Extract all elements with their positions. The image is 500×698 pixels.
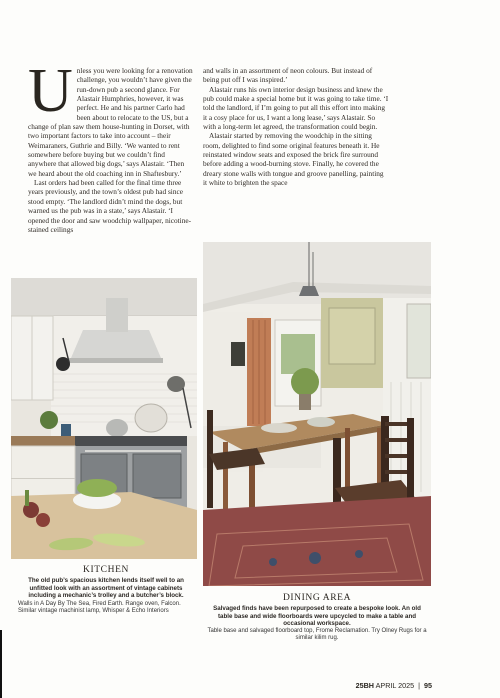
article-paragraph: and walls in an assortment of neon colours. But instead of being put off I was inspired.’ xyxy=(203,66,373,85)
page-folio xyxy=(356,681,432,690)
caption-credit: Walls in A Day By The Sea, Fired Earth. Range oven, Falcon. Similar vintage machinist lamp, Whisper & Echo Interiors xyxy=(18,600,181,615)
dining-photo xyxy=(203,242,431,586)
kitchen-photo xyxy=(11,278,197,559)
page-edge-mark xyxy=(0,630,2,698)
article-column-2 xyxy=(203,66,389,187)
caption-body: Salvaged finds have been repurposed to create a bespoke look. An old table base and wide floorboards were upcycled to make a table and occasional workspace. xyxy=(213,605,421,628)
article-paragraph: Alastair started by removing the woodchip in the sitting room, delighted to find some original features beneath it. He reinstated window seats and exposed the brick fire surround before adding a wood-burning stove. Finally, he covered the dreary stone walls with tongue and groove panelling, painting it white to brighten the space xyxy=(203,131,384,188)
caption-title: KITCHEN xyxy=(83,565,129,575)
caption-credit: Table base and salvaged floorboard top, Frome Reclamation. Try Olney Rugs for a similar kilim rug. xyxy=(207,627,427,642)
caption-title: DINING AREA xyxy=(282,593,352,603)
article-paragraph: Last orders had been called for the final time three years previously, and the town’s oldest pub had since stood empty. ‘The landlord didn’t mind the dogs, but warned us the pub was in a state,’ says Alastair. ‘I opened the door and saw woodchip wallpaper, nicotine-stained ceilings xyxy=(28,178,192,234)
article-paragraph: Alastair runs his own interior design business and knew the pub could make a special home but it was going to take time. ‘I told the landlord, if I’m going to put all this effort into making it a cosy place for us, I want a long lease,’ says Alastair. So with a long-term let agreed, the transformation could begin. xyxy=(203,84,389,132)
kitchen-caption xyxy=(18,565,194,616)
caption-body: The old pub’s spacious kitchen lends itself well to an unfitted look with an assortment of vintage cabinets including a mechanic’s trolley and a butcher’s block. xyxy=(28,577,184,600)
drop-cap: U xyxy=(28,57,73,125)
page-number: 95 xyxy=(424,681,432,690)
article-paragraph: nless you were looking for a renovation challenge, you wouldn’t have given the run-down pub a second glance. For Alastair Humphries, however, it was perfect. He and his partner Carlo had been about to relocate to the US, but a change of plan saw them house-hunting in Dorset, with two important factors to take into account – their Weimaraners, Guthrie and Billy. ‘We wanted to rent somewhere before buying but we couldn’t find anywhere that allowed big dogs,’ says Alastair. ‘Then we heard about the old coaching inn in Shaftesbury.’ xyxy=(28,66,193,178)
magazine-brand: 25BH xyxy=(355,681,375,690)
article-column-1 xyxy=(28,57,194,234)
dining-caption xyxy=(206,593,428,643)
folio-separator: | xyxy=(418,681,420,690)
issue-date: APRIL 2025 xyxy=(375,681,415,690)
